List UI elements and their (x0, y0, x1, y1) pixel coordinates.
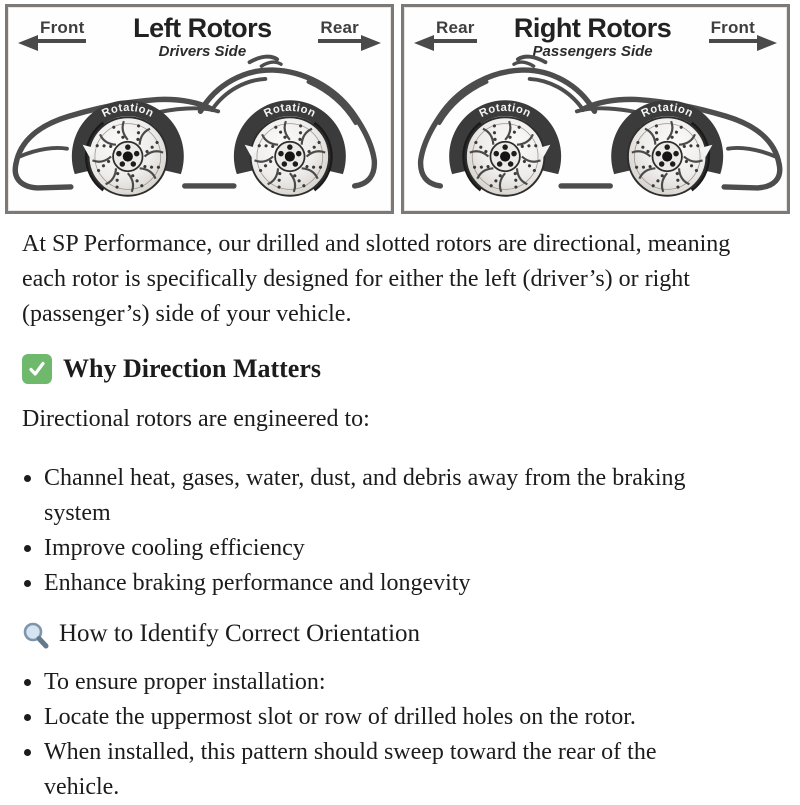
panel-title: Left Rotors (133, 13, 272, 43)
rear-label: Rear (434, 18, 477, 43)
why-direction-heading-row (22, 351, 760, 387)
engineered-to-lead: Directional rotors are engineered to: (22, 406, 370, 432)
list-item: • Locate the uppermost slot or row of drilled holes on the rotor. (44, 700, 704, 735)
list-item: • Channel heat, gases, water, dust, and debris away from the braking system (44, 461, 704, 531)
rotation-label: Rotation (262, 101, 318, 120)
right-rotors-panel (401, 4, 790, 214)
list-item: • Improve cooling efficiency (44, 531, 704, 566)
rotation-label: Rotation (639, 101, 695, 120)
intro-paragraph: At SP Performance, our drilled and slotted rotors are directional, meaning each rotor is specifically designed for either the left (driver’s) or right (passenger’s) side of your vehicle. (22, 231, 731, 327)
left-rotors-panel (5, 4, 394, 214)
orientation-list (22, 665, 760, 805)
check-mark-icon (22, 354, 52, 384)
list-item: • To ensure proper installation: (44, 665, 704, 700)
rotation-label: Rotation (477, 101, 533, 120)
rear-direction-arrow (318, 18, 381, 43)
front-label: Front (38, 18, 86, 43)
rotor-direction-diagram (0, 0, 800, 214)
list-item: • When installed, this pattern should sweep toward the rear of the vehicle. (44, 735, 704, 805)
front-direction-arrow (18, 18, 86, 43)
front-direction-arrow (709, 18, 777, 43)
panel-subtitle: Drivers Side (158, 42, 247, 60)
why-direction-heading: Why Direction Matters (63, 354, 322, 383)
magnifying-glass-icon (22, 622, 50, 650)
front-label: Front (709, 18, 757, 43)
list-item: • Enhance braking performance and longevity (44, 566, 704, 601)
left-car-line-art (8, 49, 391, 209)
article-body (0, 227, 800, 805)
rear-direction-arrow (414, 18, 477, 43)
rear-label: Rear (318, 18, 361, 43)
panel-title: Right Rotors (513, 13, 672, 43)
rotation-label: Rotation (100, 101, 156, 120)
why-direction-list (22, 461, 760, 601)
orientation-heading: How to Identify Correct Orientation (59, 620, 421, 647)
panel-subtitle: Passengers Side (532, 42, 653, 60)
right-car-line-art (404, 49, 787, 209)
orientation-heading-row (22, 616, 760, 652)
